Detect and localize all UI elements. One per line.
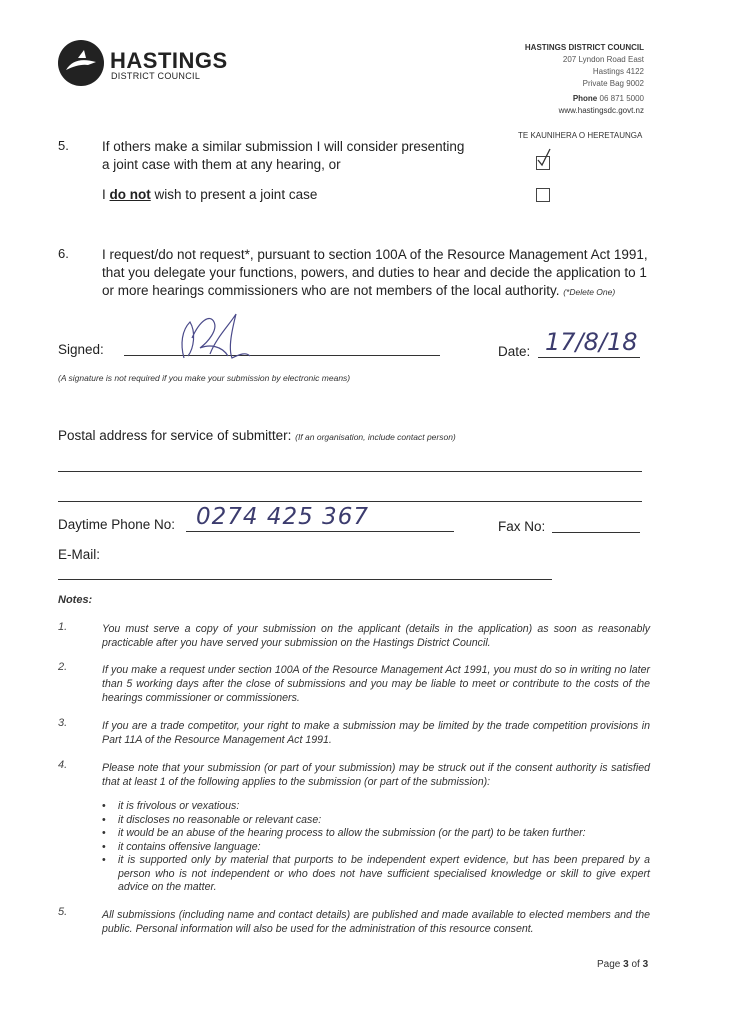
check-mark-icon <box>535 149 555 169</box>
strike-out-reasons-list <box>102 800 650 895</box>
note-number: 1. <box>58 621 68 633</box>
q6-line1: I request/do not request*, pursuant to section 100A of the Resource Management Act 1991, <box>102 247 648 262</box>
council-name: HASTINGS DISTRICT COUNCIL <box>524 43 644 52</box>
no-joint-case-checkbox[interactable] <box>536 188 550 202</box>
list-item: • it discloses no reasonable or relevant case: <box>102 814 650 828</box>
note-number: 5. <box>58 906 68 918</box>
postal-address-label-wrap <box>58 427 456 446</box>
q5-option-post: wish to present a joint case <box>150 187 318 202</box>
postal-address-line-2[interactable] <box>58 501 642 502</box>
note-text: All submissions (including name and contact details) are published and made available to elected members and the public. Personal information will also be used for the administration of this resource consent. <box>102 909 650 935</box>
council-phone <box>525 93 644 105</box>
daytime-phone-label: Daytime Phone No: <box>58 517 176 532</box>
note-number: 2. <box>58 661 68 673</box>
phone-number: 06 871 5000 <box>599 94 644 103</box>
page-current: 3 <box>623 959 629 970</box>
daytime-phone-line[interactable] <box>186 531 454 532</box>
council-address-block <box>525 42 644 117</box>
list-item: • it is frivolous or vexatious: <box>102 800 650 814</box>
fax-line[interactable] <box>552 532 640 533</box>
postal-address-label: Postal address for service of submitter: <box>58 428 292 443</box>
page-of: of <box>628 959 643 970</box>
page-prefix: Page <box>597 959 624 970</box>
q5-number: 5. <box>58 138 69 153</box>
council-logo-icon <box>58 40 104 86</box>
q6-line3-wrap <box>102 282 615 301</box>
signed-label: Signed: <box>58 342 104 357</box>
date-label: Date: <box>498 344 531 359</box>
q5-option-pre: I <box>102 187 110 202</box>
q6-delete-note: (*Delete One) <box>563 287 616 297</box>
signature-note: (A signature is not required if you make your submission by electronic means) <box>58 373 351 383</box>
email-line[interactable] <box>58 579 552 580</box>
note-number: 4. <box>58 759 68 771</box>
q6-line3: or more hearings commissioners who are not members of the local authority. <box>102 283 560 298</box>
council-website: www.hastingsdc.govt.nz <box>558 106 644 115</box>
note-number: 3. <box>58 717 68 729</box>
postal-address-note: (If an organisation, include contact person) <box>295 432 456 442</box>
notes-heading: Notes: <box>58 594 93 606</box>
postal-address-line-1[interactable] <box>58 471 642 472</box>
list-item: • it is supported only by material that purports to be independent expert evidence, but has been prepared by a person who is not independent or who does not have sufficient specialised knowledge or skill to give expert advice on the matter. <box>102 854 650 895</box>
page-total: 3 <box>642 959 649 970</box>
daytime-phone-value: 0274 425 367 <box>196 504 369 530</box>
list-item: • it would be an abuse of the hearing process to allow the submission (or the part) to be taken further: <box>102 827 650 841</box>
maori-name: TE KAUNIHERA O HERETAUNGA <box>518 131 643 140</box>
address-line: 207 Lyndon Road East <box>562 55 644 64</box>
note-text: You must serve a copy of your submission on the applicant (details in the application) as soon as reasonably practicable after you have served your submission on the Hastings District Council. <box>102 623 650 649</box>
joint-case-checkbox[interactable] <box>536 156 550 170</box>
note-text: Please note that your submission (or part of your submission) may be struck out if the consent authority is satisfied that at least 1 of the following applies to the submission (or part of the submission): <box>102 762 650 788</box>
note-text: If you are a trade competitor, your right to make a submission may be limited by the trade competition provisions in Part 11A of the Resource Management Act 1991. <box>102 720 650 746</box>
address-line: Hastings 4122 <box>592 67 644 76</box>
logo-subtitle: DISTRICT COUNCIL <box>111 71 201 81</box>
phone-label: Phone <box>572 94 598 103</box>
handwritten-signature-icon <box>170 308 260 364</box>
q5-option-no-joint <box>102 186 317 204</box>
q5-option-bold: do not <box>109 187 151 202</box>
note-text: If you make a request under section 100A of the Resource Management Act 1991, you must do so in writing no later than 5 working days after the close of submissions and you may be liable to meet or contribute to the costs of the hearings commissioner or commissioners. <box>102 664 650 704</box>
q6-number: 6. <box>58 246 69 261</box>
date-value: 17/8/18 <box>545 328 638 356</box>
address-line: Private Bag 9002 <box>582 79 644 88</box>
q5-line2: a joint case with them at any hearing, or <box>102 157 341 172</box>
q5-line1: If others make a similar submission I will consider presenting <box>102 139 465 154</box>
page-number <box>597 959 648 970</box>
email-label: E-Mail: <box>58 547 101 562</box>
fax-label: Fax No: <box>498 519 546 534</box>
logo-title: HASTINGS <box>110 48 228 73</box>
date-line[interactable] <box>538 357 640 358</box>
q6-line2: that you delegate your functions, powers, and duties to hear and decide the application to 1 <box>102 265 647 280</box>
list-item: • it contains offensive language: <box>102 841 650 855</box>
